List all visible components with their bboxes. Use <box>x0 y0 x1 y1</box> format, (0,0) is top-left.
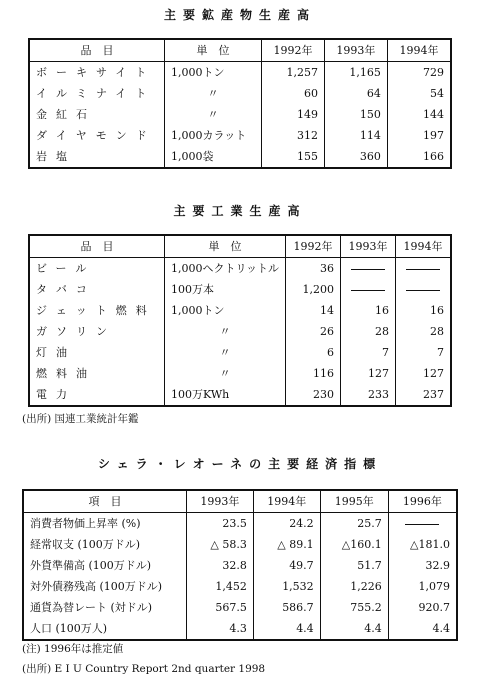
value-cell: 567.5 <box>187 597 254 618</box>
unit-cell: 1,000カラット <box>165 125 262 146</box>
row-label: 電力 <box>29 384 165 406</box>
value-cell: 4.3 <box>187 618 254 640</box>
value-cell: 23.5 <box>187 513 254 535</box>
value-cell: 755.2 <box>320 597 388 618</box>
table-row <box>29 342 451 363</box>
value-cell: 116 <box>286 363 341 384</box>
col-item: 項 目 <box>23 490 187 513</box>
value-cell <box>341 258 396 280</box>
value-cell: 32.9 <box>388 555 457 576</box>
unit-cell: 1,000ヘクトリットル <box>165 258 286 280</box>
row-label: ボーキサイト <box>29 62 165 84</box>
dash-mark <box>406 269 440 270</box>
value-cell: 26 <box>286 321 341 342</box>
table-row <box>29 384 451 406</box>
value-cell: 729 <box>387 62 451 84</box>
value-cell <box>396 279 452 300</box>
value-cell: 14 <box>286 300 341 321</box>
table-row <box>29 146 451 168</box>
col-unit: 単 位 <box>165 39 262 62</box>
table-row <box>29 62 451 84</box>
col-item: 品 目 <box>29 39 165 62</box>
value-cell: 360 <box>324 146 387 168</box>
mineral-table <box>28 38 452 169</box>
col-1996: 1996年 <box>388 490 457 513</box>
value-cell: △ 89.1 <box>253 534 320 555</box>
value-cell: 7 <box>396 342 452 363</box>
unit-cell: 100万本 <box>165 279 286 300</box>
row-label: ジェット燃料 <box>29 300 165 321</box>
value-cell: 7 <box>341 342 396 363</box>
col-unit: 単 位 <box>165 235 286 258</box>
value-cell: 237 <box>396 384 452 406</box>
col-1994: 1994年 <box>396 235 452 258</box>
unit-cell: 1,000トン <box>165 300 286 321</box>
table-row <box>29 321 451 342</box>
row-label: 外貨準備高 (100万ドル) <box>23 555 187 576</box>
row-label: 金紅石 <box>29 104 165 125</box>
table-row <box>29 125 451 146</box>
value-cell: 127 <box>341 363 396 384</box>
value-cell: 51.7 <box>320 555 388 576</box>
value-cell: 586.7 <box>253 597 320 618</box>
col-1992: 1992年 <box>286 235 341 258</box>
value-cell: 144 <box>387 104 451 125</box>
row-label: 岩塩 <box>29 146 165 168</box>
mineral-title: 主要鉱産物生産高 <box>163 8 316 22</box>
col-1995: 1995年 <box>320 490 388 513</box>
unit-cell: 〃 <box>165 321 286 342</box>
col-1993: 1993年 <box>324 39 387 62</box>
value-cell: △181.0 <box>388 534 457 555</box>
table-row <box>23 534 457 555</box>
unit-cell: 〃 <box>165 83 262 104</box>
industry-table <box>28 234 452 407</box>
value-cell: 28 <box>396 321 452 342</box>
value-cell: 127 <box>396 363 452 384</box>
col-item: 品 目 <box>29 235 165 258</box>
col-1994: 1994年 <box>253 490 320 513</box>
value-cell: 1,226 <box>320 576 388 597</box>
economy-title: シェラ・レオーネの主要経済指標 <box>97 457 383 471</box>
value-cell: 114 <box>324 125 387 146</box>
row-label: 対外債務残高 (100万ドル) <box>23 576 187 597</box>
unit-cell: 〃 <box>165 342 286 363</box>
row-label: ビール <box>29 258 165 280</box>
col-1993: 1993年 <box>341 235 396 258</box>
table-row <box>29 279 451 300</box>
value-cell <box>341 279 396 300</box>
value-cell: 32.8 <box>187 555 254 576</box>
value-cell: 4.4 <box>388 618 457 640</box>
value-cell: 197 <box>387 125 451 146</box>
economy-note: (注) 1996年は推定値 <box>22 643 124 655</box>
value-cell: 49.7 <box>253 555 320 576</box>
table-row <box>29 300 451 321</box>
unit-cell: 1,000袋 <box>165 146 262 168</box>
row-label: 人口 (100万人) <box>23 618 187 640</box>
value-cell: 1,079 <box>388 576 457 597</box>
value-cell: 4.4 <box>320 618 388 640</box>
unit-cell: 1,000トン <box>165 62 262 84</box>
economy-table <box>22 489 458 641</box>
value-cell: 1,200 <box>286 279 341 300</box>
row-label: タバコ <box>29 279 165 300</box>
value-cell <box>396 258 452 280</box>
value-cell: 54 <box>387 83 451 104</box>
value-cell: 24.2 <box>253 513 320 535</box>
dash-mark <box>351 269 385 270</box>
value-cell: 28 <box>341 321 396 342</box>
table-row <box>23 513 457 535</box>
row-label: 灯油 <box>29 342 165 363</box>
value-cell: 1,165 <box>324 62 387 84</box>
table-row <box>29 363 451 384</box>
value-cell: 6 <box>286 342 341 363</box>
industry-title: 主要工業生産高 <box>173 204 307 218</box>
value-cell: △160.1 <box>320 534 388 555</box>
value-cell: 1,257 <box>262 62 325 84</box>
col-1993: 1993年 <box>187 490 254 513</box>
value-cell: 149 <box>262 104 325 125</box>
value-cell: 4.4 <box>253 618 320 640</box>
dash-mark <box>405 524 439 525</box>
value-cell: 1,452 <box>187 576 254 597</box>
table-row <box>23 555 457 576</box>
row-label: 消費者物価上昇率 (%) <box>23 513 187 535</box>
col-1994: 1994年 <box>387 39 451 62</box>
value-cell: 1,532 <box>253 576 320 597</box>
value-cell: 920.7 <box>388 597 457 618</box>
value-cell: 230 <box>286 384 341 406</box>
value-cell: 64 <box>324 83 387 104</box>
value-cell: 60 <box>262 83 325 104</box>
row-label: 経常収支 (100万ドル) <box>23 534 187 555</box>
row-label: 燃料油 <box>29 363 165 384</box>
dash-mark <box>406 290 440 291</box>
unit-cell: 〃 <box>165 104 262 125</box>
table-row <box>29 83 451 104</box>
value-cell: 233 <box>341 384 396 406</box>
value-cell: 166 <box>387 146 451 168</box>
table-row <box>29 104 451 125</box>
value-cell: 150 <box>324 104 387 125</box>
value-cell: △ 58.3 <box>187 534 254 555</box>
value-cell: 36 <box>286 258 341 280</box>
table-row <box>23 597 457 618</box>
value-cell <box>388 513 457 535</box>
unit-cell: 100万KWh <box>165 384 286 406</box>
table-row <box>29 258 451 280</box>
value-cell: 16 <box>341 300 396 321</box>
table-row <box>23 618 457 640</box>
value-cell: 312 <box>262 125 325 146</box>
value-cell: 25.7 <box>320 513 388 535</box>
economy-source: (出所) E I U Country Report 2nd quarter 1998 <box>22 663 266 675</box>
row-label: 通貨為替レート (対ドル) <box>23 597 187 618</box>
dash-mark <box>351 290 385 291</box>
table-row <box>23 576 457 597</box>
value-cell: 16 <box>396 300 452 321</box>
row-label: ガソリン <box>29 321 165 342</box>
industry-source: (出所) 国連工業統計年鑑 <box>22 413 139 425</box>
row-label: ダイヤモンド <box>29 125 165 146</box>
unit-cell: 〃 <box>165 363 286 384</box>
col-1992: 1992年 <box>262 39 325 62</box>
value-cell: 155 <box>262 146 325 168</box>
row-label: イルミナイト <box>29 83 165 104</box>
